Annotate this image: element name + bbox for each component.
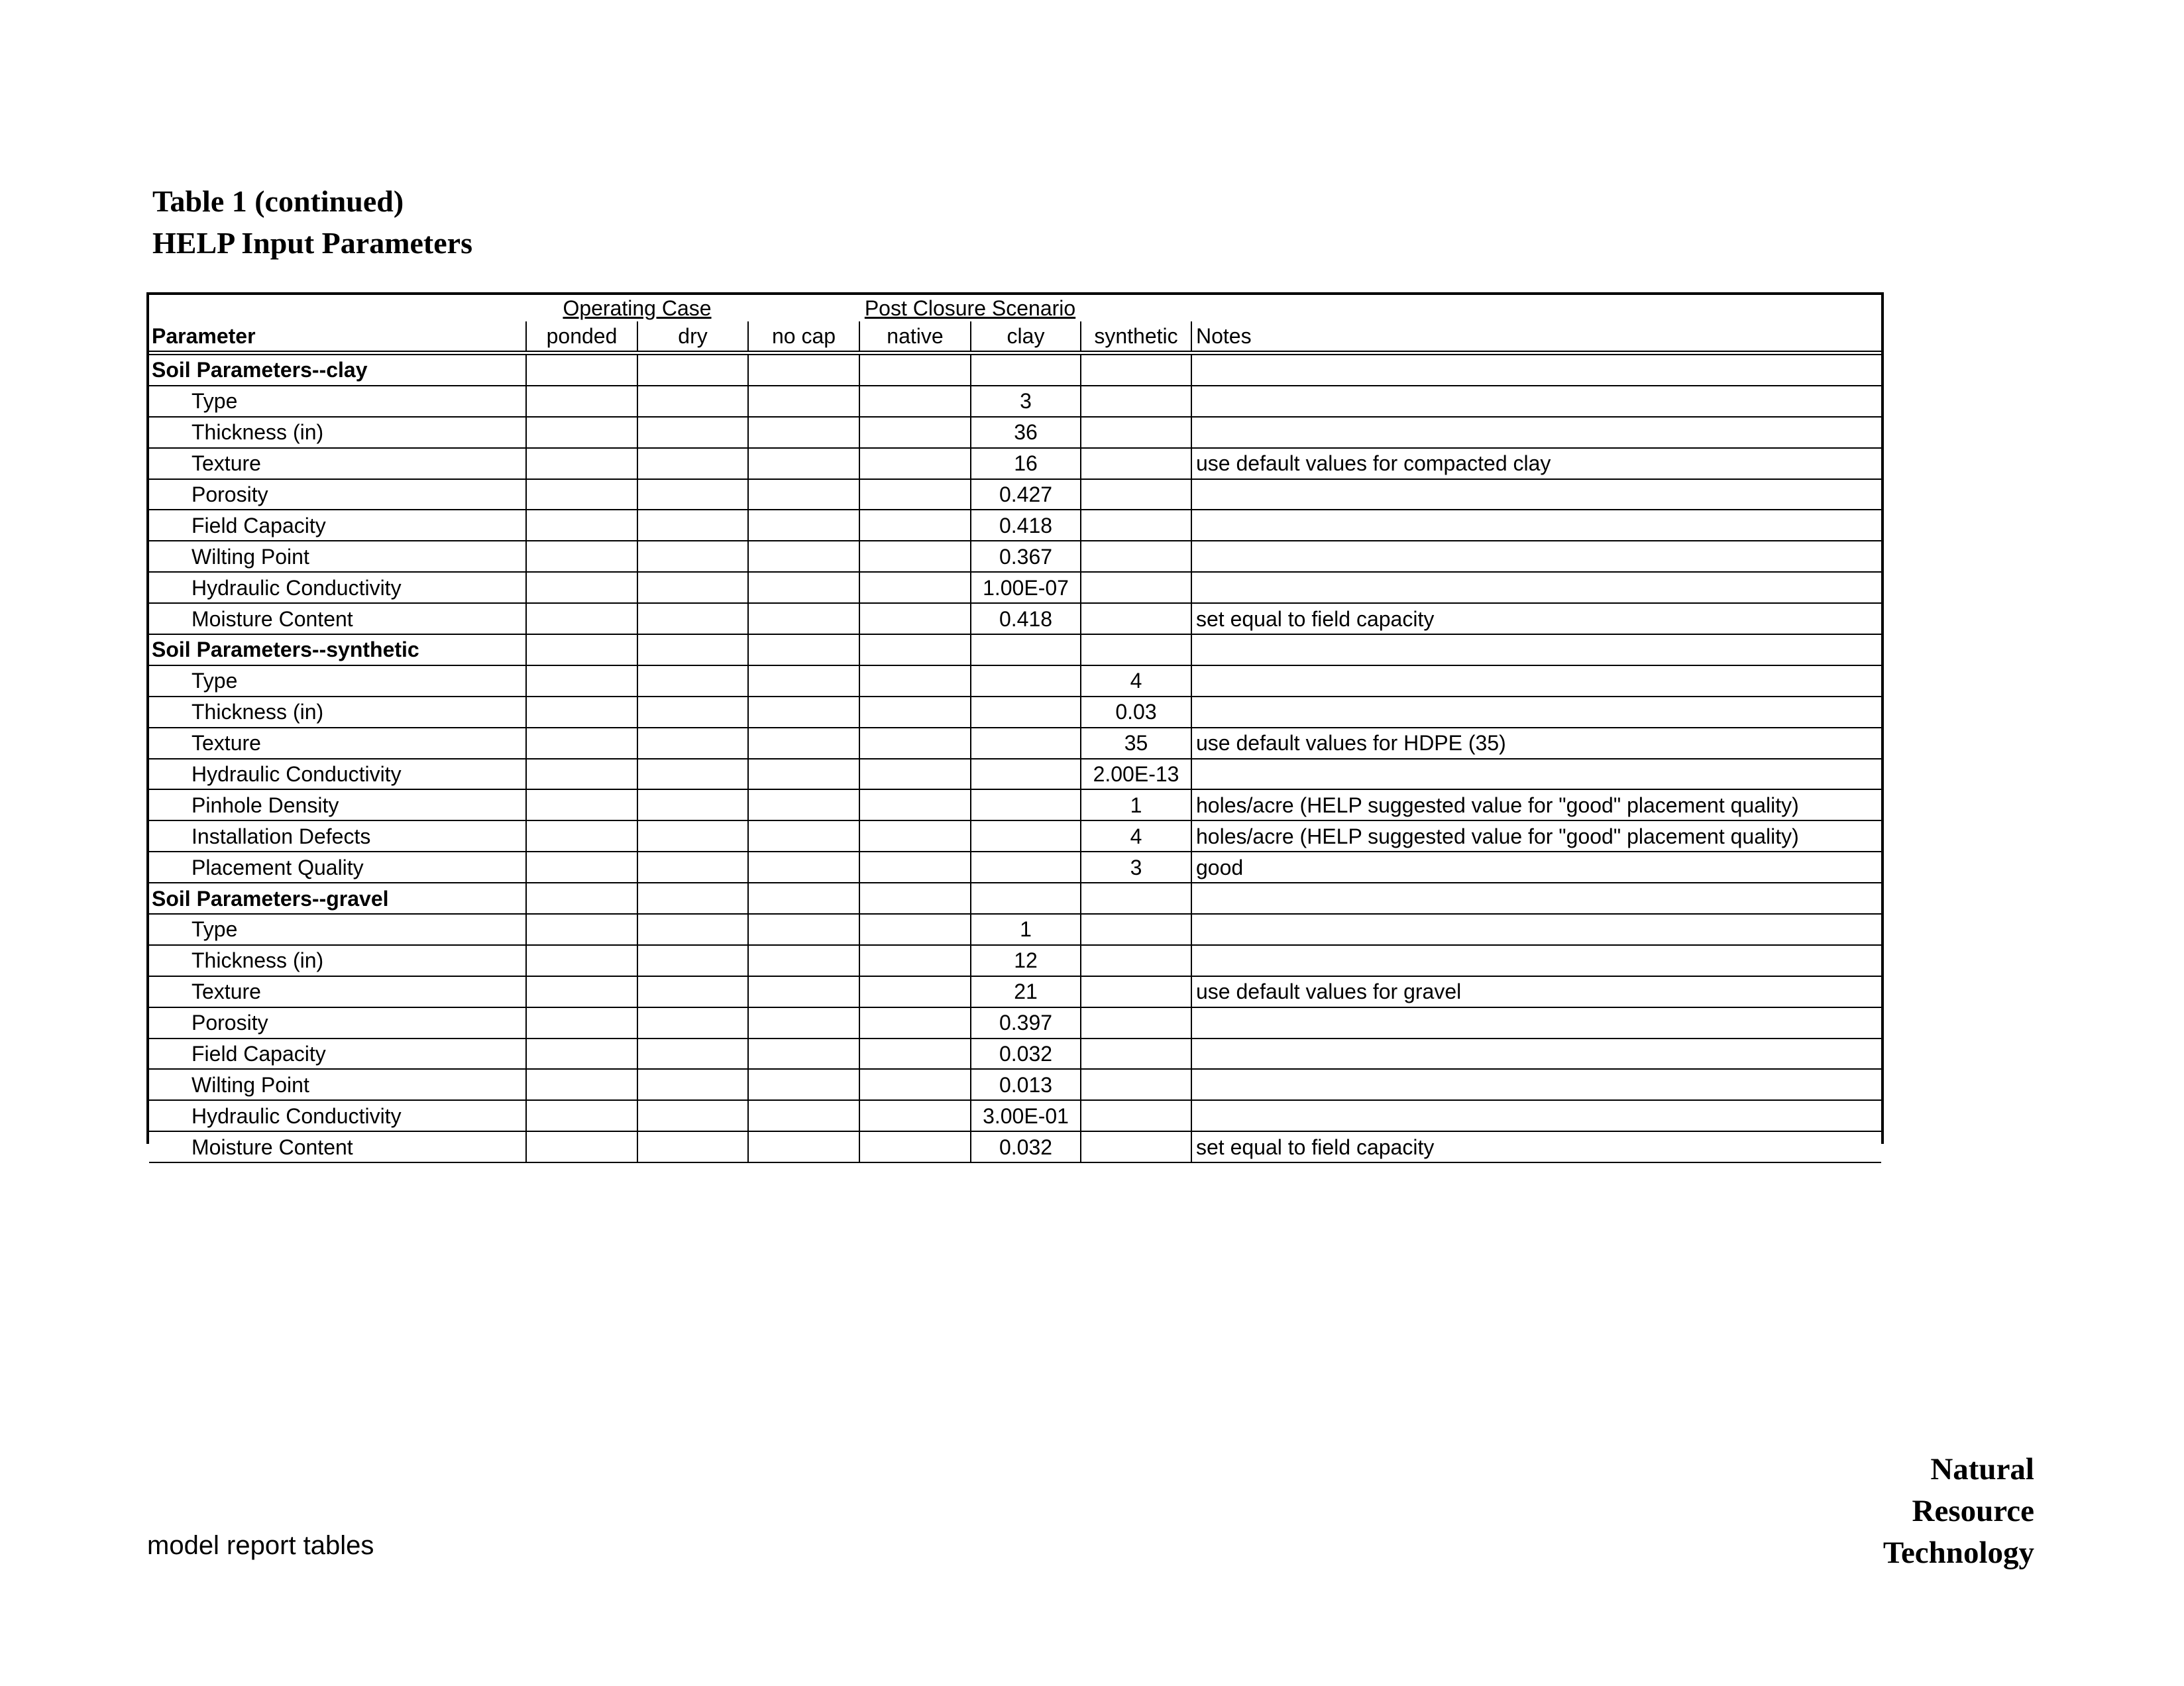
dry-cell xyxy=(637,976,748,1007)
native-cell xyxy=(859,697,971,728)
ponded-cell xyxy=(526,852,637,883)
no-cap-cell xyxy=(748,852,859,883)
native-cell xyxy=(859,479,971,510)
table-row xyxy=(149,852,1881,883)
native-cell xyxy=(859,541,971,572)
parameter-cell: Thickness (in) xyxy=(149,697,526,728)
no-cap-cell xyxy=(748,1007,859,1039)
notes-cell: use default values for HDPE (35) xyxy=(1191,728,1881,759)
native-cell xyxy=(859,789,971,820)
clay-cell: 3 xyxy=(971,386,1081,417)
table-row xyxy=(149,976,1881,1007)
ponded-cell xyxy=(526,1007,637,1039)
synthetic-cell xyxy=(1081,945,1191,976)
synthetic-cell: 35 xyxy=(1081,728,1191,759)
notes-cell xyxy=(1191,510,1881,541)
table-row xyxy=(149,510,1881,541)
clay-cell xyxy=(971,883,1081,914)
column-header-synthetic: synthetic xyxy=(1081,321,1191,353)
table-row xyxy=(149,634,1881,665)
native-cell xyxy=(859,976,971,1007)
clay-cell xyxy=(971,665,1081,697)
dry-cell xyxy=(637,883,748,914)
synthetic-cell xyxy=(1081,417,1191,448)
notes-cell xyxy=(1191,417,1881,448)
dry-cell xyxy=(637,417,748,448)
parameter-cell: Texture xyxy=(149,976,526,1007)
clay-cell: 0.013 xyxy=(971,1069,1081,1100)
company-logo xyxy=(1883,1449,2034,1574)
synthetic-cell xyxy=(1081,479,1191,510)
clay-cell: 0.397 xyxy=(971,1007,1081,1039)
clay-cell: 1 xyxy=(971,914,1081,945)
parameter-cell: Field Capacity xyxy=(149,510,526,541)
ponded-cell xyxy=(526,1039,637,1070)
notes-cell xyxy=(1191,759,1881,790)
ponded-cell xyxy=(526,665,637,697)
parameter-cell: Hydraulic Conductivity xyxy=(149,1100,526,1131)
table-row xyxy=(149,479,1881,510)
operating-case-header: Operating Case xyxy=(563,296,712,320)
notes-cell xyxy=(1191,883,1881,914)
synthetic-cell xyxy=(1081,1039,1191,1070)
ponded-cell xyxy=(526,353,637,386)
parameter-cell: Texture xyxy=(149,728,526,759)
table-row xyxy=(149,728,1881,759)
parameter-cell: Type xyxy=(149,665,526,697)
dry-cell xyxy=(637,1007,748,1039)
clay-cell xyxy=(971,634,1081,665)
clay-cell xyxy=(971,820,1081,852)
synthetic-cell xyxy=(1081,603,1191,634)
section-header-cell: Soil Parameters--clay xyxy=(149,353,526,386)
notes-cell: use default values for compacted clay xyxy=(1191,448,1881,479)
synthetic-cell: 1 xyxy=(1081,789,1191,820)
ponded-cell xyxy=(526,945,637,976)
dry-cell xyxy=(637,448,748,479)
synthetic-cell xyxy=(1081,353,1191,386)
synthetic-cell xyxy=(1081,634,1191,665)
title-line-2: HELP Input Parameters xyxy=(152,226,472,260)
parameter-cell: Hydraulic Conductivity xyxy=(149,759,526,790)
ponded-cell xyxy=(526,386,637,417)
ponded-cell xyxy=(526,572,637,603)
notes-cell xyxy=(1191,697,1881,728)
column-header-notes: Notes xyxy=(1191,321,1881,353)
column-header-row xyxy=(149,321,1881,353)
native-cell xyxy=(859,353,971,386)
no-cap-cell xyxy=(748,1069,859,1100)
notes-cell: holes/acre (HELP suggested value for "good" placement quality) xyxy=(1191,820,1881,852)
dry-cell xyxy=(637,665,748,697)
ponded-cell xyxy=(526,541,637,572)
synthetic-cell xyxy=(1081,541,1191,572)
notes-cell: holes/acre (HELP suggested value for "good" placement quality) xyxy=(1191,789,1881,820)
no-cap-cell xyxy=(748,1131,859,1162)
clay-cell xyxy=(971,789,1081,820)
clay-cell: 0.418 xyxy=(971,510,1081,541)
synthetic-cell xyxy=(1081,1007,1191,1039)
native-cell xyxy=(859,820,971,852)
table-row xyxy=(149,353,1881,386)
parameter-cell: Pinhole Density xyxy=(149,789,526,820)
ponded-cell xyxy=(526,1100,637,1131)
table-row xyxy=(149,759,1881,790)
ponded-cell xyxy=(526,728,637,759)
table-row xyxy=(149,789,1881,820)
logo-line-natural: Natural xyxy=(1930,1452,2034,1487)
no-cap-cell xyxy=(748,976,859,1007)
column-header-dry: dry xyxy=(637,321,748,353)
notes-cell: set equal to field capacity xyxy=(1191,1131,1881,1162)
synthetic-cell xyxy=(1081,1069,1191,1100)
synthetic-cell: 2.00E-13 xyxy=(1081,759,1191,790)
dry-cell xyxy=(637,1100,748,1131)
clay-cell: 3.00E-01 xyxy=(971,1100,1081,1131)
clay-cell xyxy=(971,852,1081,883)
title-line-1: Table 1 (continued) xyxy=(152,184,404,218)
parameter-cell: Type xyxy=(149,914,526,945)
table-row xyxy=(149,541,1881,572)
logo-line-resource: Resource xyxy=(1912,1494,2034,1528)
clay-cell: 0.367 xyxy=(971,541,1081,572)
ponded-cell xyxy=(526,603,637,634)
synthetic-cell: 4 xyxy=(1081,665,1191,697)
notes-cell xyxy=(1191,1100,1881,1131)
dry-cell xyxy=(637,914,748,945)
ponded-cell xyxy=(526,634,637,665)
no-cap-cell xyxy=(748,883,859,914)
notes-cell xyxy=(1191,1007,1881,1039)
no-cap-cell xyxy=(748,510,859,541)
no-cap-cell xyxy=(748,572,859,603)
no-cap-cell xyxy=(748,945,859,976)
dry-cell xyxy=(637,386,748,417)
no-cap-cell xyxy=(748,789,859,820)
table-row xyxy=(149,883,1881,914)
no-cap-cell xyxy=(748,728,859,759)
synthetic-cell xyxy=(1081,1100,1191,1131)
table-row xyxy=(149,1069,1881,1100)
no-cap-cell xyxy=(748,914,859,945)
no-cap-cell xyxy=(748,820,859,852)
notes-cell xyxy=(1191,386,1881,417)
synthetic-cell: 3 xyxy=(1081,852,1191,883)
clay-cell: 0.032 xyxy=(971,1039,1081,1070)
notes-cell xyxy=(1191,1069,1881,1100)
dry-cell xyxy=(637,572,748,603)
native-cell xyxy=(859,759,971,790)
ponded-cell xyxy=(526,697,637,728)
parameter-cell: Hydraulic Conductivity xyxy=(149,572,526,603)
ponded-cell xyxy=(526,914,637,945)
ponded-cell xyxy=(526,759,637,790)
ponded-cell xyxy=(526,789,637,820)
table-row xyxy=(149,1007,1881,1039)
ponded-cell xyxy=(526,1131,637,1162)
native-cell xyxy=(859,510,971,541)
synthetic-cell xyxy=(1081,572,1191,603)
notes-cell xyxy=(1191,945,1881,976)
clay-cell xyxy=(971,728,1081,759)
section-header-cell: Soil Parameters--gravel xyxy=(149,883,526,914)
no-cap-cell xyxy=(748,759,859,790)
dry-cell xyxy=(637,820,748,852)
dry-cell xyxy=(637,789,748,820)
parameter-cell: Thickness (in) xyxy=(149,945,526,976)
ponded-cell xyxy=(526,883,637,914)
column-header-parameter: Parameter xyxy=(149,321,526,353)
parameter-cell: Texture xyxy=(149,448,526,479)
table-row xyxy=(149,820,1881,852)
no-cap-cell xyxy=(748,353,859,386)
native-cell xyxy=(859,945,971,976)
clay-cell xyxy=(971,759,1081,790)
column-header-clay: clay xyxy=(971,321,1081,353)
native-cell xyxy=(859,417,971,448)
table-row xyxy=(149,914,1881,945)
clay-cell xyxy=(971,697,1081,728)
dry-cell xyxy=(637,634,748,665)
notes-cell xyxy=(1191,914,1881,945)
group-header-row xyxy=(149,295,1881,321)
no-cap-cell xyxy=(748,1100,859,1131)
dry-cell xyxy=(637,353,748,386)
notes-cell xyxy=(1191,541,1881,572)
dry-cell xyxy=(637,759,748,790)
ponded-cell xyxy=(526,976,637,1007)
dry-cell xyxy=(637,1039,748,1070)
parameter-cell: Type xyxy=(149,386,526,417)
clay-cell: 16 xyxy=(971,448,1081,479)
native-cell xyxy=(859,386,971,417)
notes-cell xyxy=(1191,479,1881,510)
parameters-table-frame xyxy=(146,292,1884,1159)
parameter-cell: Porosity xyxy=(149,479,526,510)
table-body xyxy=(149,353,1881,1163)
no-cap-cell xyxy=(748,697,859,728)
native-cell xyxy=(859,883,971,914)
native-cell xyxy=(859,1100,971,1131)
notes-cell: set equal to field capacity xyxy=(1191,603,1881,634)
table-row xyxy=(149,1131,1881,1162)
parameter-cell: Installation Defects xyxy=(149,820,526,852)
notes-cell xyxy=(1191,1039,1881,1070)
clay-cell: 0.032 xyxy=(971,1131,1081,1162)
parameter-cell: Porosity xyxy=(149,1007,526,1039)
native-cell xyxy=(859,914,971,945)
dry-cell xyxy=(637,852,748,883)
synthetic-cell xyxy=(1081,448,1191,479)
table-row xyxy=(149,603,1881,634)
no-cap-cell xyxy=(748,603,859,634)
notes-cell: good xyxy=(1191,852,1881,883)
dry-cell xyxy=(637,603,748,634)
parameter-cell: Moisture Content xyxy=(149,1131,526,1162)
ponded-cell xyxy=(526,820,637,852)
table-row xyxy=(149,417,1881,448)
synthetic-cell xyxy=(1081,510,1191,541)
dry-cell xyxy=(637,1131,748,1162)
table-row xyxy=(149,697,1881,728)
native-cell xyxy=(859,1039,971,1070)
parameters-table xyxy=(149,295,1881,1163)
section-header-cell: Soil Parameters--synthetic xyxy=(149,634,526,665)
clay-cell: 0.418 xyxy=(971,603,1081,634)
native-cell xyxy=(859,728,971,759)
ponded-cell xyxy=(526,510,637,541)
dry-cell xyxy=(637,945,748,976)
table-row xyxy=(149,945,1881,976)
parameter-cell: Wilting Point xyxy=(149,1069,526,1100)
no-cap-cell xyxy=(748,541,859,572)
table-row xyxy=(149,665,1881,697)
clay-cell xyxy=(971,353,1081,386)
table-row xyxy=(149,448,1881,479)
clay-cell: 12 xyxy=(971,945,1081,976)
synthetic-cell xyxy=(1081,386,1191,417)
synthetic-cell: 4 xyxy=(1081,820,1191,852)
dry-cell xyxy=(637,1069,748,1100)
column-header-no-cap: no cap xyxy=(748,321,859,353)
logo-line-technology: Technology xyxy=(1883,1536,2034,1570)
clay-cell: 36 xyxy=(971,417,1081,448)
parameter-cell: Moisture Content xyxy=(149,603,526,634)
page-title xyxy=(152,180,472,264)
notes-cell xyxy=(1191,634,1881,665)
ponded-cell xyxy=(526,1069,637,1100)
synthetic-cell xyxy=(1081,976,1191,1007)
native-cell xyxy=(859,1007,971,1039)
notes-cell xyxy=(1191,353,1881,386)
no-cap-cell xyxy=(748,1039,859,1070)
native-cell xyxy=(859,572,971,603)
dry-cell xyxy=(637,697,748,728)
dry-cell xyxy=(637,479,748,510)
table-row xyxy=(149,1100,1881,1131)
table-row xyxy=(149,1039,1881,1070)
no-cap-cell xyxy=(748,417,859,448)
synthetic-cell xyxy=(1081,1131,1191,1162)
synthetic-cell: 0.03 xyxy=(1081,697,1191,728)
no-cap-cell xyxy=(748,448,859,479)
parameter-cell: Field Capacity xyxy=(149,1039,526,1070)
no-cap-cell xyxy=(748,665,859,697)
post-closure-header: Post Closure Scenario xyxy=(864,296,1076,320)
column-header-native: native xyxy=(859,321,971,353)
synthetic-cell xyxy=(1081,883,1191,914)
ponded-cell xyxy=(526,479,637,510)
parameter-cell: Placement Quality xyxy=(149,852,526,883)
synthetic-cell xyxy=(1081,914,1191,945)
notes-cell xyxy=(1191,665,1881,697)
no-cap-cell xyxy=(748,386,859,417)
ponded-cell xyxy=(526,448,637,479)
column-header-ponded: ponded xyxy=(526,321,637,353)
notes-cell: use default values for gravel xyxy=(1191,976,1881,1007)
notes-cell xyxy=(1191,572,1881,603)
native-cell xyxy=(859,448,971,479)
native-cell xyxy=(859,603,971,634)
native-cell xyxy=(859,665,971,697)
native-cell xyxy=(859,1069,971,1100)
footer-label: model report tables xyxy=(147,1531,374,1560)
clay-cell: 0.427 xyxy=(971,479,1081,510)
dry-cell xyxy=(637,510,748,541)
native-cell xyxy=(859,852,971,883)
table-row xyxy=(149,386,1881,417)
parameter-cell: Thickness (in) xyxy=(149,417,526,448)
parameter-cell: Wilting Point xyxy=(149,541,526,572)
clay-cell: 1.00E-07 xyxy=(971,572,1081,603)
table-row xyxy=(149,572,1881,603)
clay-cell: 21 xyxy=(971,976,1081,1007)
native-cell xyxy=(859,634,971,665)
no-cap-cell xyxy=(748,479,859,510)
no-cap-cell xyxy=(748,634,859,665)
native-cell xyxy=(859,1131,971,1162)
dry-cell xyxy=(637,728,748,759)
dry-cell xyxy=(637,541,748,572)
ponded-cell xyxy=(526,417,637,448)
